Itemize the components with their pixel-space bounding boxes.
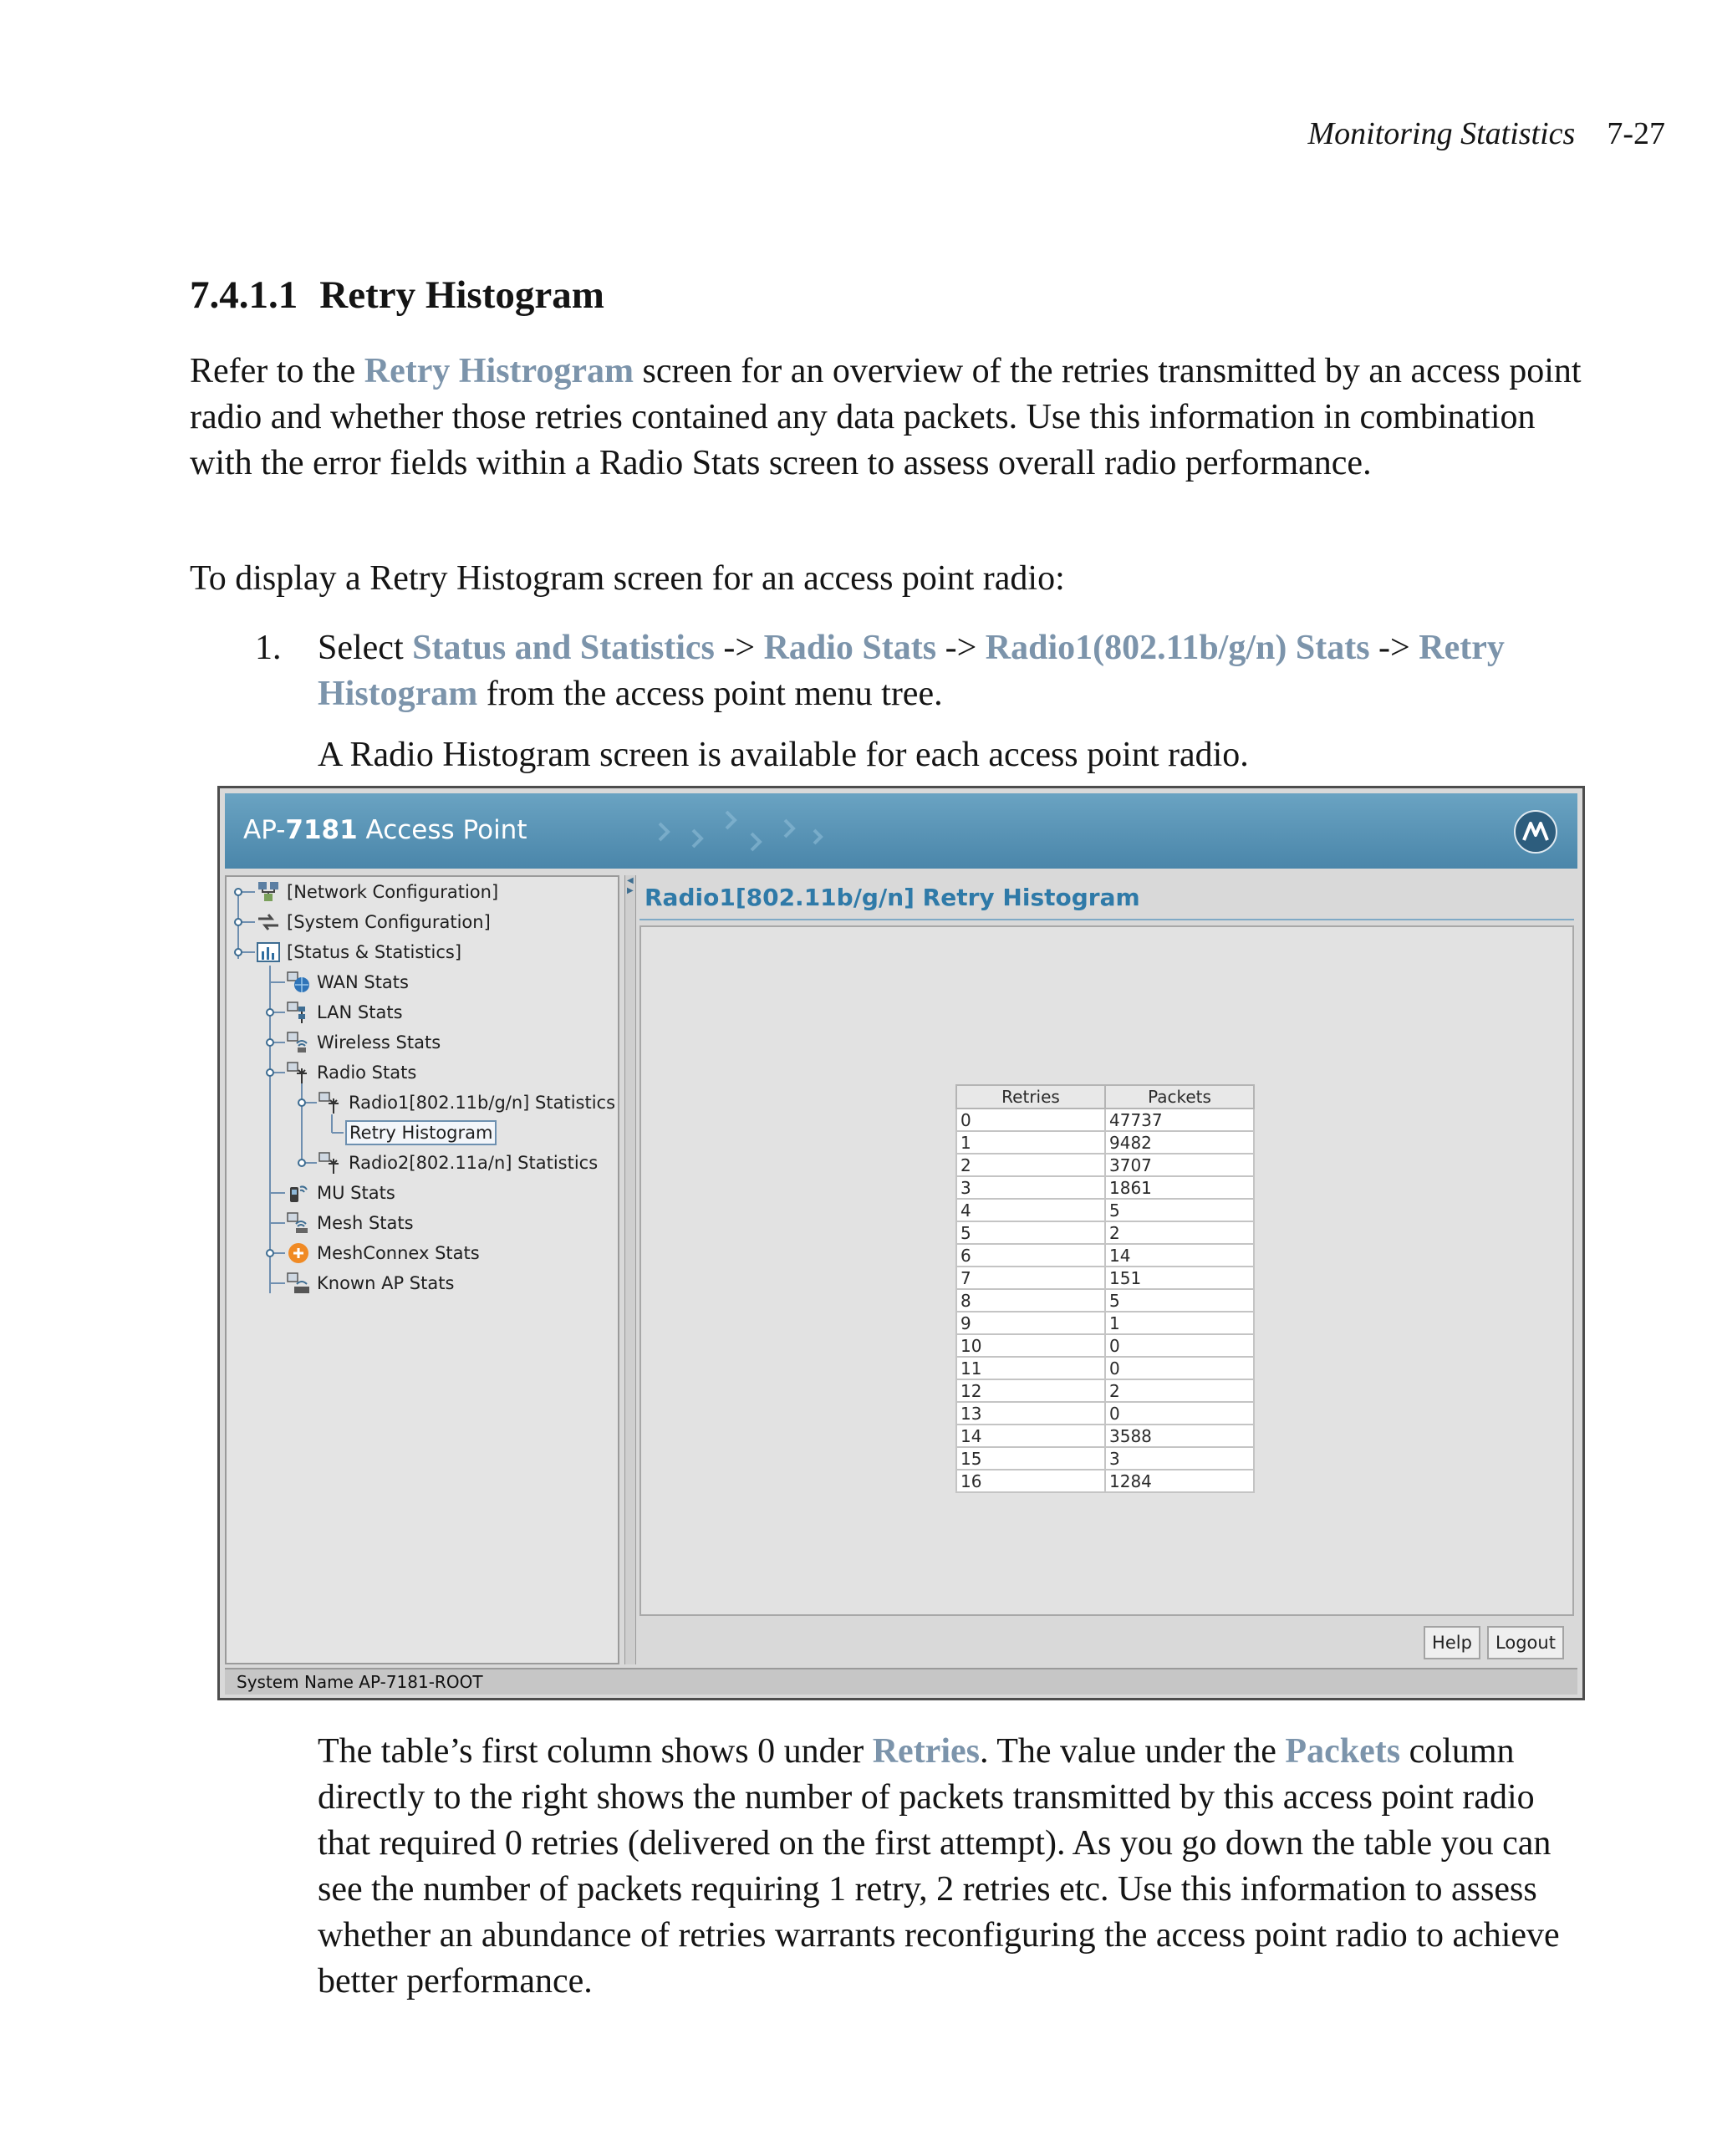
packets-cell: 5	[1105, 1199, 1254, 1221]
intro-text-a: Refer to the	[190, 352, 364, 390]
explanation-text-a: The table’s first column shows 0 under	[318, 1732, 873, 1771]
retries-cell: 1	[956, 1131, 1105, 1154]
app-title-bar	[225, 793, 1577, 869]
retries-term: Retries	[872, 1732, 980, 1771]
retries-cell: 8	[956, 1289, 1105, 1312]
section-title: Retry Histogram	[319, 273, 604, 317]
menu-path-retry-histogram[interactable]: Retry Histogram	[318, 629, 1505, 713]
packets-cell: 0	[1105, 1357, 1254, 1379]
packets-cell: 0	[1105, 1402, 1254, 1425]
packets-cell: 3588	[1105, 1425, 1254, 1447]
packets-cell: 14	[1105, 1244, 1254, 1267]
retries-cell: 16	[956, 1470, 1105, 1492]
tree-label: [Status & Statistics]	[287, 942, 462, 962]
tree-item-system-config[interactable]	[255, 907, 491, 937]
titlebar-decoration	[643, 805, 877, 859]
packets-cell: 2	[1105, 1379, 1254, 1402]
tree-label: Wireless Stats	[317, 1032, 441, 1053]
table-body	[956, 1109, 1254, 1492]
histogram-panel	[639, 925, 1574, 1616]
step-select-text: Select	[318, 629, 413, 667]
retries-cell: 5	[956, 1221, 1105, 1244]
packets-cell: 5	[1105, 1289, 1254, 1312]
retries-cell: 0	[956, 1109, 1105, 1131]
system-config-icon	[255, 910, 282, 935]
tree-label: Radio2[802.11a/n] Statistics	[349, 1153, 599, 1173]
retries-cell: 11	[956, 1357, 1105, 1379]
retries-cell: 10	[956, 1334, 1105, 1357]
table-row[interactable]	[956, 1154, 1254, 1176]
tree-label: MeshConnex Stats	[317, 1243, 480, 1263]
table-row[interactable]	[956, 1447, 1254, 1470]
packets-cell: 1284	[1105, 1470, 1254, 1492]
retries-cell: 9	[956, 1312, 1105, 1334]
brand-prefix: AP-	[243, 815, 286, 845]
column-header-retries[interactable]: Retries	[956, 1085, 1105, 1109]
explanation-text-b: . The value under the	[979, 1732, 1286, 1771]
mu-stats-icon	[285, 1180, 312, 1205]
tree-item-network-config[interactable]	[255, 877, 498, 907]
packets-cell: 47737	[1105, 1109, 1254, 1131]
table-header-row	[956, 1085, 1254, 1109]
tree-label: [Network Configuration]	[287, 882, 499, 902]
content-pane	[639, 875, 1579, 1664]
help-button[interactable]: Help	[1424, 1626, 1480, 1659]
packets-cell: 9482	[1105, 1131, 1254, 1154]
retries-cell: 12	[956, 1379, 1105, 1402]
tree-label: [System Configuration]	[287, 912, 491, 932]
step-note: A Radio Histogram screen is available for each access point radio.	[318, 736, 1249, 774]
tree-label: LAN Stats	[317, 1002, 403, 1022]
menu-tree	[225, 875, 619, 1664]
tree-label: Radio Stats	[317, 1063, 417, 1083]
logout-button[interactable]: Logout	[1487, 1626, 1564, 1659]
retries-cell: 2	[956, 1154, 1105, 1176]
tree-item-known-ap-stats[interactable]	[285, 1268, 454, 1298]
tree-label: WAN Stats	[317, 972, 409, 992]
packets-cell: 151	[1105, 1267, 1254, 1289]
section-number: 7.4.1.1	[190, 273, 298, 317]
meshconnex-icon	[285, 1241, 312, 1266]
retries-cell: 14	[956, 1425, 1105, 1447]
table-row[interactable]	[956, 1402, 1254, 1425]
retries-cell: 15	[956, 1447, 1105, 1470]
step-number: 1.	[255, 629, 282, 667]
arrow-3: ->	[1369, 629, 1419, 667]
table-row[interactable]	[956, 1199, 1254, 1221]
tree-label: Known AP Stats	[317, 1273, 455, 1293]
brand-model: 7181	[285, 815, 358, 845]
arrow-1: ->	[714, 629, 764, 667]
wireless-stats-icon	[285, 1030, 312, 1055]
bar-chart-icon	[255, 940, 282, 965]
tree-item-radio-stats[interactable]	[285, 1058, 416, 1088]
table-row[interactable]	[956, 1221, 1254, 1244]
page-number: 7-27	[1607, 116, 1665, 151]
ap-screenshot	[217, 786, 1585, 1700]
wan-stats-icon	[285, 970, 312, 995]
collapse-left-icon[interactable]: ◀	[627, 876, 634, 885]
table-row[interactable]	[956, 1289, 1254, 1312]
explanation-text-c: column directly to the right shows the number of packets transmitted by this access point radio that required 0 retries (delivered on the first attempt). As you go down the table you can see the number of packets requiring 1 retry, 2 retries etc. Use this information to assess whether an abundance of retries warrants reconfiguring the access point radio to achieve better performance.	[318, 1732, 1560, 2001]
tree-item-status-statistics[interactable]	[255, 937, 461, 967]
tree-label-selected: Retry Histogram	[347, 1122, 495, 1144]
tree-item-wireless-stats[interactable]	[285, 1027, 441, 1058]
motorola-logo-icon	[1514, 810, 1557, 854]
retries-cell: 13	[956, 1402, 1105, 1425]
step-tail-text: from the access point menu tree.	[477, 675, 943, 713]
retries-cell: 4	[956, 1199, 1105, 1221]
retries-cell: 6	[956, 1244, 1105, 1267]
tree-item-mesh-stats[interactable]	[285, 1208, 414, 1238]
running-header	[1307, 115, 1665, 152]
radio2-icon	[317, 1150, 344, 1175]
network-config-icon	[255, 879, 282, 905]
status-bar: System Name AP-7181-ROOT	[225, 1668, 1577, 1695]
menu-path-radio-stats[interactable]: Radio Stats	[763, 629, 937, 667]
menu-path-status-statistics[interactable]: Status and Statistics	[412, 629, 715, 667]
running-header-section: Monitoring Statistics	[1307, 116, 1576, 151]
tree-label: Mesh Stats	[317, 1213, 414, 1233]
tree-item-radio2-statistics[interactable]	[317, 1148, 598, 1178]
packets-cell: 2	[1105, 1221, 1254, 1244]
retries-cell: 7	[956, 1267, 1105, 1289]
tree-item-wan-stats[interactable]	[285, 967, 409, 997]
mesh-stats-icon	[285, 1211, 312, 1236]
title-underline	[639, 919, 1574, 920]
tree-item-meshconnex-stats[interactable]	[285, 1238, 480, 1268]
content-title: Radio1[802.11b/g/n] Retry Histogram	[645, 884, 1140, 911]
intro-paragraph	[190, 349, 1594, 487]
section-heading	[190, 273, 604, 318]
brand-suffix: Access Point	[357, 815, 527, 845]
table-row[interactable]	[956, 1470, 1254, 1492]
table-row[interactable]	[956, 1267, 1254, 1289]
retries-cell: 3	[956, 1176, 1105, 1199]
radio1-icon	[317, 1090, 344, 1115]
table-row[interactable]	[956, 1176, 1254, 1199]
table-row[interactable]	[956, 1357, 1254, 1379]
explanation-paragraph	[318, 1729, 1588, 2005]
packets-cell: 1	[1105, 1312, 1254, 1334]
menu-path-radio1-stats[interactable]: Radio1(802.11b/g/n) Stats	[985, 629, 1370, 667]
column-header-packets[interactable]: Packets	[1105, 1085, 1254, 1109]
retry-histogram-table	[955, 1084, 1255, 1493]
expand-right-icon[interactable]: ▶	[627, 886, 634, 895]
pane-splitter[interactable]	[624, 875, 636, 1664]
retry-histrogram-link[interactable]: Retry Histrogram	[364, 352, 634, 390]
packets-term: Packets	[1285, 1732, 1401, 1771]
packets-cell: 3	[1105, 1447, 1254, 1470]
lan-stats-icon	[285, 1000, 312, 1025]
arrow-2: ->	[936, 629, 986, 667]
table-row[interactable]	[956, 1131, 1254, 1154]
tree-item-lan-stats[interactable]	[285, 997, 403, 1027]
table-row[interactable]	[956, 1334, 1254, 1357]
packets-cell: 1861	[1105, 1176, 1254, 1199]
app-title	[243, 815, 527, 845]
tree-item-retry-histogram[interactable]	[347, 1118, 495, 1148]
table-row[interactable]	[956, 1109, 1254, 1131]
radio-stats-icon	[285, 1060, 312, 1085]
tree-item-mu-stats[interactable]	[285, 1178, 395, 1208]
tree-label: MU Stats	[317, 1183, 395, 1203]
packets-cell: 0	[1105, 1334, 1254, 1357]
table-row[interactable]	[956, 1425, 1254, 1447]
step-1-text	[318, 625, 1588, 717]
packets-cell: 3707	[1105, 1154, 1254, 1176]
known-ap-icon	[285, 1271, 312, 1296]
table-row[interactable]	[956, 1244, 1254, 1267]
tree-label: Radio1[802.11b/g/n] Statistics	[349, 1093, 616, 1113]
table-row[interactable]	[956, 1312, 1254, 1334]
intro-text-b: screen for an overview of the retries transmitted by an access point radio and whether those retries contained any data packets. Use this information in combination with the error fields within a Radio Stats screen to assess overall radio performance.	[190, 352, 1582, 482]
tree-item-radio1-statistics[interactable]	[317, 1088, 615, 1118]
display-instruction: To display a Retry Histogram screen for an access point radio:	[190, 559, 1065, 598]
table-row[interactable]	[956, 1379, 1254, 1402]
